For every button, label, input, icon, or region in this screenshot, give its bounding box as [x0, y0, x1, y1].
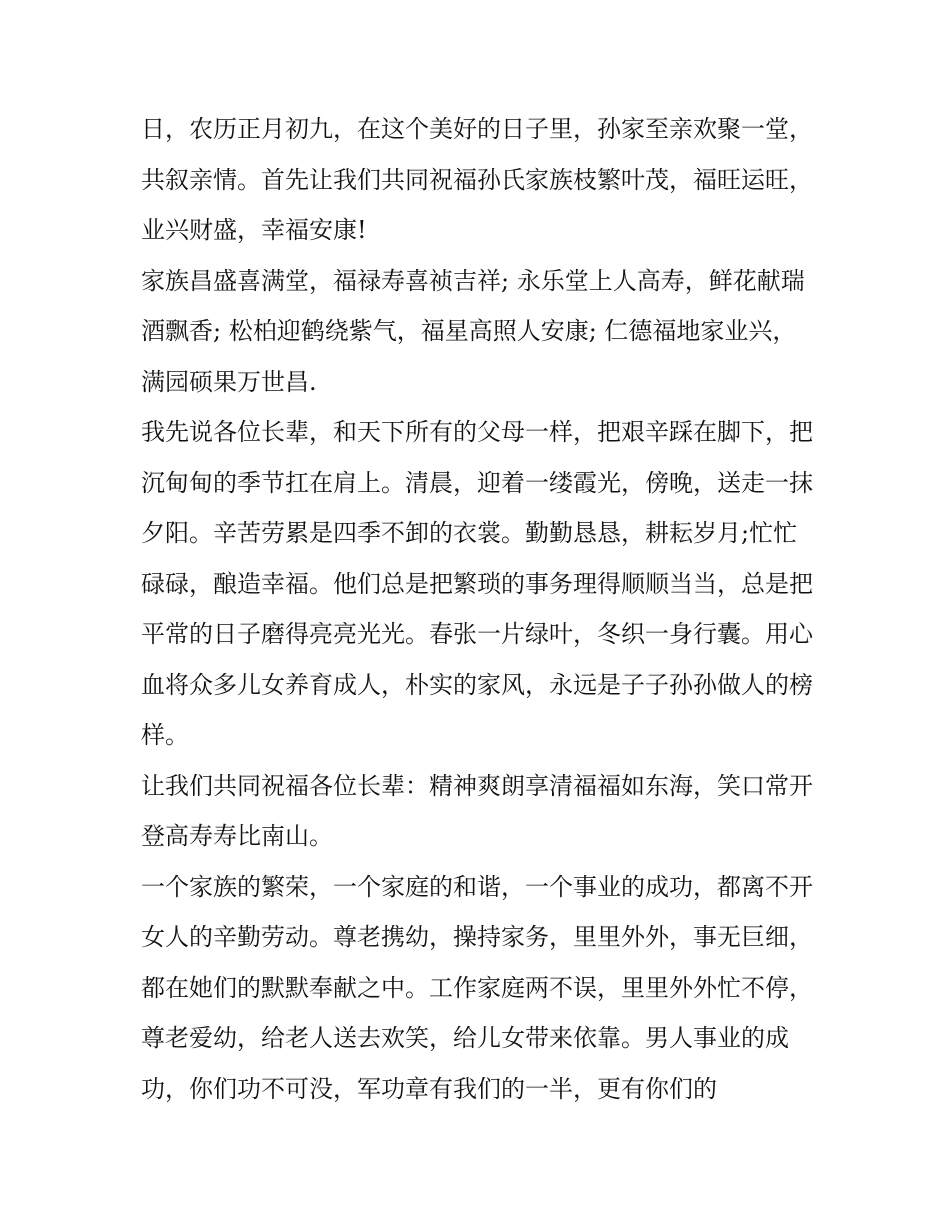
- document-body: [141, 104, 813, 1114]
- paragraph-2: 家族昌盛喜满堂，福禄寿喜祯吉祥; 永乐堂上人高寿，鲜花献瑞酒飘香; 松柏迎鹤绕紫气，福星高照人安康; 仁德福地家业兴，满园硕果万世昌.: [141, 266, 805, 396]
- paragraph-5: 一个家族的繁荣，一个家庭的和谐，一个事业的成功，都离不开女人的辛勤劳动。尊老携幼，操持家务，里里外外，事无巨细，都在她们的默默奉献之中。工作家庭两不误，里里外外忙不停，尊老爱幼，给老人送去欢笑，给儿女带来依靠。男人事业的成功，你们功不可没，军功章有我们的一半，更有你们的: [141, 872, 813, 1103]
- paragraph-1: 日，农历正月初九，在这个美好的日子里，孙家至亲欢聚一堂，共叙亲情。首先让我们共同祝福孙氏家族枝繁叶茂，福旺运旺，业兴财盛，幸福安康!: [141, 115, 813, 244]
- paragraph-4: 让我们共同祝福各位长辈：精神爽朗享清福福如东海，笑口常开登高寿寿比南山。: [141, 771, 813, 850]
- paragraph-3: 我先说各位长辈，和天下所有的父母一样，把艰辛踩在脚下，把沉甸甸的季节扛在肩上。清晨，迎着一缕霞光，傍晚，送走一抹夕阳。辛苦劳累是四季不卸的衣裳。勤勤恳恳，耕耘岁月;忙忙碌碌，酿造幸福。他们总是把繁琐的事务理得顺顺当当，总是把平常的日子磨得亮亮光光。春张一片绿叶，冬织一身行囊。用心血将众多儿女养育成人，朴实的家风，永远是子子孙孙做人的榜样。: [141, 418, 813, 749]
